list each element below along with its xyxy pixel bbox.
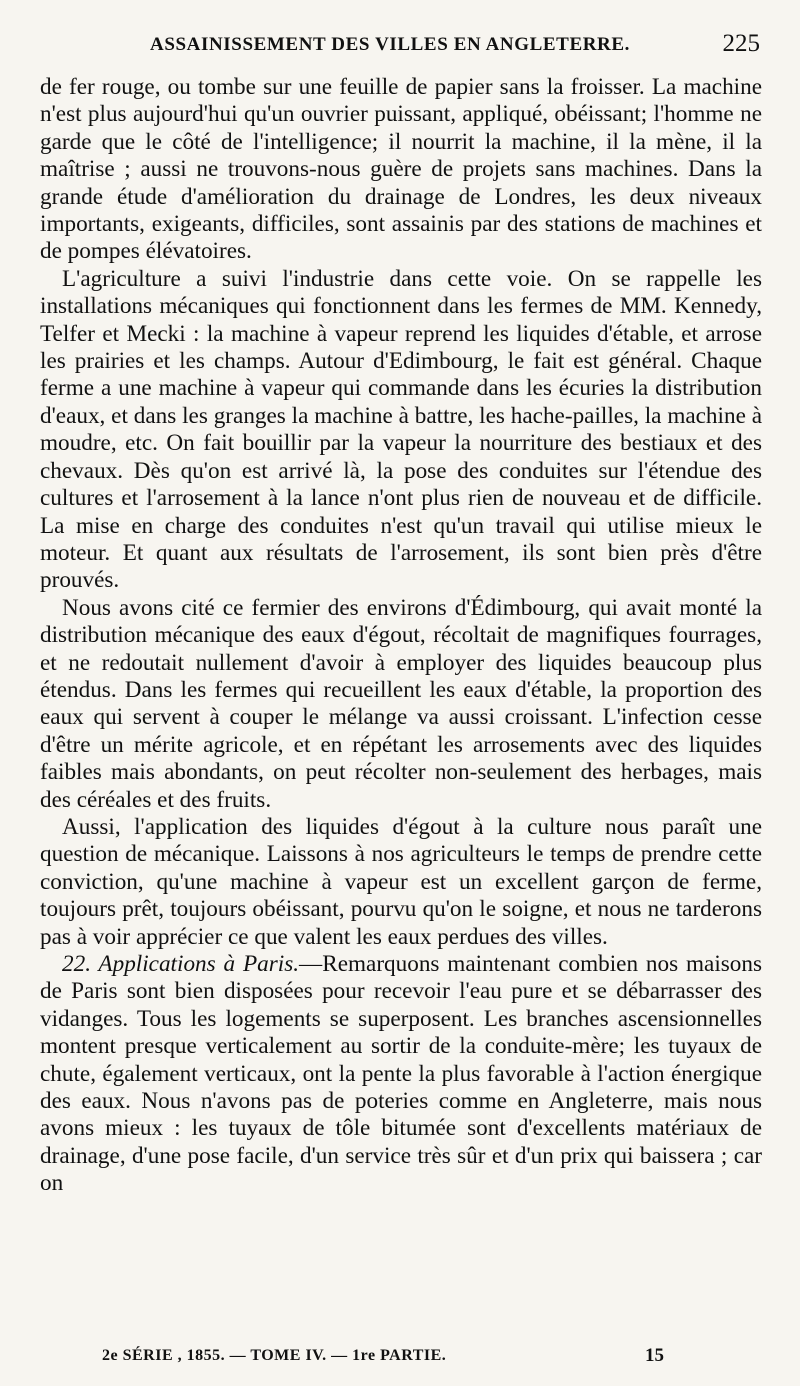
- paragraph-4: Aussi, l'application des liquides d'égout à la culture nous paraît une question de mécanique. Laissons à nos agriculteurs le temps de prendre cette conviction, qu'une machine à vapeur est un excellent garçon de ferme, toujours prêt, toujours obéissant, pourvu qu'on le soigne, et nous ne tarderons pas à voir apprécier ce que valent les eaux perdues des villes.: [40, 813, 762, 950]
- paragraph-3: Nous avons cité ce fermier des environs d'Édimbourg, qui avait monté la distribution mécanique des eaux d'égout, récoltait de magnifiques fourrages, et ne redoutait nullement d'avoir à employer des liquides beaucoup plus étendus. Dans les fermes qui recueillent les eaux d'étable, la proportion des eaux qui servent à couper le mélange va aussi croissant. L'infection cesse d'être un mérite agricole, et en répétant les arrosements avec des liquides faibles mais abondants, on peut récolter non-seulement des herbages, mais des céréales et des fruits.: [40, 594, 762, 813]
- paragraph-1: de fer rouge, ou tombe sur une feuille de papier sans la froisser. La machine n'est plus aujourd'hui qu'un ouvrier puissant, appliqué, obéissant; l'homme ne garde que le côté de l'intelligence; il nourrit la machine, il la mène, il la maîtrise ; aussi ne trouvons-nous guère de projets sans machines. Dans la grande étude d'amélioration du drainage de Londres, les deux niveaux importants, exigeants, difficiles, sont assainis par des stations de machines et de pompes élévatoires.: [40, 74, 762, 265]
- paragraph-5: [40, 951, 762, 1198]
- signature-number: 15: [645, 1345, 664, 1366]
- running-head: [40, 30, 760, 62]
- signature-footer: [40, 1347, 762, 1373]
- body-text: [40, 74, 762, 1198]
- paragraph-2: L'agriculture a suivi l'industrie dans cette voie. On se rappelle les installations mécaniques qui fonctionnent dans les fermes de MM. Kennedy, Telfer et Mecki : la machine à vapeur reprend les liquides d'étable, et arrose les prairies et les champs. Autour d'Edimbourg, le fait est général. Chaque ferme a une machine à vapeur qui commande dans les écuries la distribution d'eaux, et dans les granges la machine à battre, les hache-pailles, la machine à moudre, etc. On fait bouillir par la vapeur la nourriture des bestiaux et des chevaux. Dès qu'on est arrivé là, la pose des conduites sur l'étendue des cultures et l'arrosement à la lance n'ont plus rien de nouveau et de difficile. La mise en charge des conduites n'est qu'un travail qui utilise mieux le moteur. Et quant aux résultats de l'arrosement, ils sont bien près d'être prouvés.: [40, 265, 762, 594]
- paragraph-5-text: —Remarquons maintenant combien nos maisons de Paris sont bien disposées pour recevoir l'eau pure et se débarrasser des vidanges. Tous les logements se superposent. Les branches ascensionnelles montent presque verticalement au sortir de la conduite-mère; les tuyaux de chute, également verticaux, ont la pente la plus favorable à l'action énergique des eaux. Nous n'avons pas de poteries comme en Angleterre, mais nous avons mieux : les tuyaux de tôle bitumée sont d'excellents matériaux de drainage, d'une pose facile, d'un service très sûr et d'un prix qui baissera ; car on: [40, 951, 762, 1197]
- section-heading: 22. Applications à Paris.: [62, 951, 300, 977]
- running-title: ASSAINISSEMENT DES VILLES EN ANGLETERRE.: [150, 34, 630, 55]
- signature-line: 2e SÉRIE , 1855. — TOME IV. — 1re PARTIE.: [102, 1347, 447, 1364]
- page-number: 225: [722, 30, 760, 57]
